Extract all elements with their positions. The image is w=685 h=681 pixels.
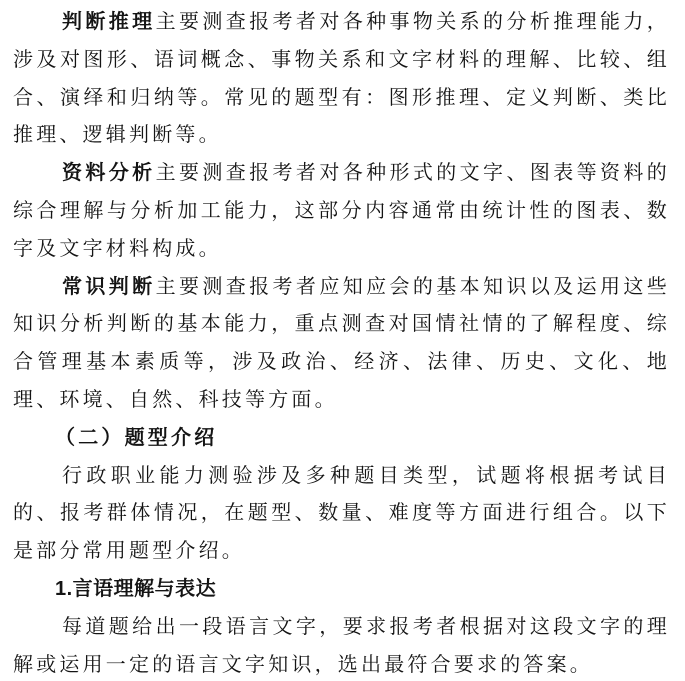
paragraph-lead-common-sense-judgment: 常识判断	[62, 275, 156, 298]
paragraph-text-common-sense-judgment: 主要测查报考者应知应会的基本知识以及运用这些知识分析判断的基本能力，重点测查对国情社情的了解程度、综合管理基本素质等，涉及政治、经济、法律、历史、文化、地理、环境、自然、科技等方面。	[13, 275, 670, 411]
paragraph-question-types-intro	[13, 458, 670, 571]
heading-verbal-comprehension: 1.言语理解与表达	[55, 577, 217, 600]
paragraph-lead-data-analysis: 资料分析	[62, 162, 156, 185]
paragraph-text-data-analysis: 主要测查报考者对各种形式的文字、图表等资料的综合理解与分析加工能力，这部分内容通常由统计性的图表、数字及文字材料构成。	[13, 162, 670, 260]
paragraph-data-analysis	[13, 155, 670, 268]
paragraph-text-verbal-comprehension: 每道题给出一段语言文字，要求报考者根据对这段文字的理解或运用一定的语言文字知识，选出最符合要求的答案。	[13, 615, 670, 676]
paragraph-verbal-comprehension	[13, 609, 670, 681]
paragraph-lead-judgment-reasoning: 判断推理	[62, 11, 156, 33]
paragraph-text-question-types-intro: 行政职业能力测验涉及多种题目类型，试题将根据考试目的、报考群体情况，在题型、数量、难度等方面进行组合。以下是部分常用题型介绍。	[13, 464, 670, 563]
paragraph-common-sense-judgment	[13, 269, 670, 420]
heading-question-types-section: （二）题型介绍	[55, 426, 218, 449]
paragraph-judgment-reasoning	[13, 4, 670, 155]
paragraph-text-judgment-reasoning: 主要测查报考者对各种事物关系的分析推理能力，涉及对图形、语词概念、事物关系和文字材料的理解、比较、组合、演绎和归纳等。常见的题型有：图形推理、定义判断、类比推理、逻辑判断等。	[13, 11, 670, 147]
